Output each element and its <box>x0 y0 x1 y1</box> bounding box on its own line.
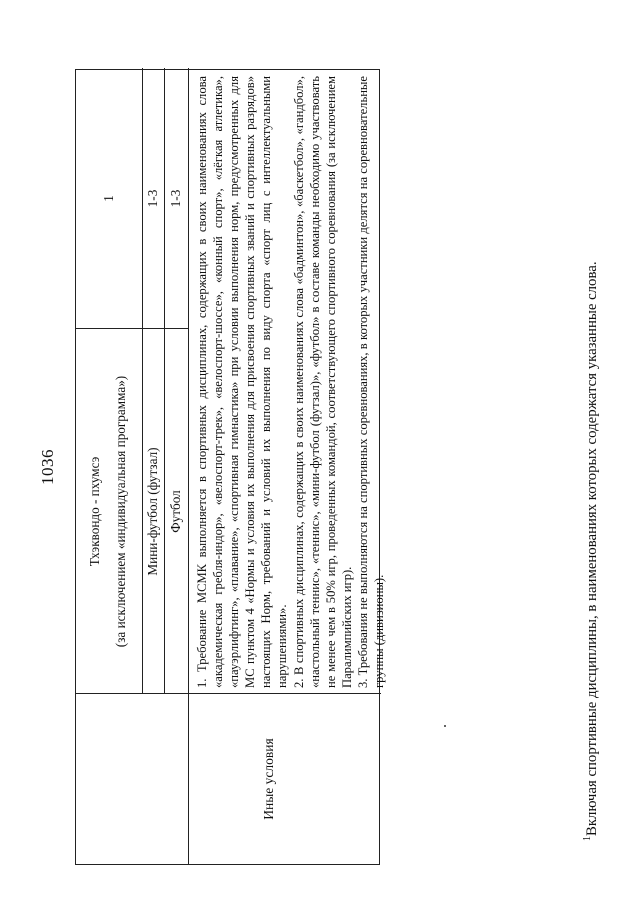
scan-speck <box>444 725 446 727</box>
condition-item-1: 1. Требование МСМК выполняется в спортивных дисциплинах, содержащих в своих наименованиях слова «академическая гребля-индор», «велоспорт-трек», «велоспорт-шоссе», «конный спорт», «лёгкая атлетика», «пауэрлифтинг», «плавание», «спортивная гимнастика» при условии выполнения норм, предусмотренных для МС пунктом 4 «Нормы и условия их выполнения для присвоения спортивных званий и спортивных разрядов» настоящих Норм, требований и условий их выполнения по виду спорта «спорт лиц с интеллектуальными нарушениями». <box>195 76 290 688</box>
requirements-table <box>75 69 387 865</box>
footnote-text: Включая спортивные дисциплины, в наименованиях которых содержатся указанные слова. <box>583 261 600 836</box>
row-divider-2 <box>164 68 165 694</box>
condition-item-3: 3. Требования не выполняются на спортивных соревнованиях, в которых участники делятся на соревновательные группы (дивизионы). <box>355 76 387 688</box>
discipline-mini-football: Мини-футбол (футзал) <box>145 447 160 576</box>
page-number: 1036 <box>38 449 57 485</box>
other-conditions-label: Иные условия <box>261 738 276 820</box>
footnote <box>582 21 601 841</box>
other-conditions-text <box>194 76 387 688</box>
discipline-football: Футбол <box>168 490 183 533</box>
condition-item-2: 2. В спортивных дисциплинах, содержащих в своих наименованиях слова «бадминтон», «баскетбол», «гандбол», «настольный теннис», «теннис», «мини-футбол (футзал)», «футбол» в составе команды необходимо участвовать не менее чем в 50% игр, проведенных командой, соответствующего спортивного соревнования (за исключением Паралимпийских игр). <box>291 76 354 688</box>
discipline-taekwondo-line2: (за исключением «индивидуальная программа») <box>113 375 128 648</box>
row-divider-1 <box>142 68 143 694</box>
discipline-taekwondo-line1: Тхэквондо - пхумсэ <box>87 456 102 567</box>
discipline-taekwondo <box>86 329 130 694</box>
value-football: 1-3 <box>168 189 183 208</box>
footnote-marker: 1 <box>582 836 593 841</box>
row-divider-3 <box>188 68 189 864</box>
value-mini-football: 1-3 <box>145 189 160 208</box>
value-taekwondo: 1 <box>101 195 116 202</box>
